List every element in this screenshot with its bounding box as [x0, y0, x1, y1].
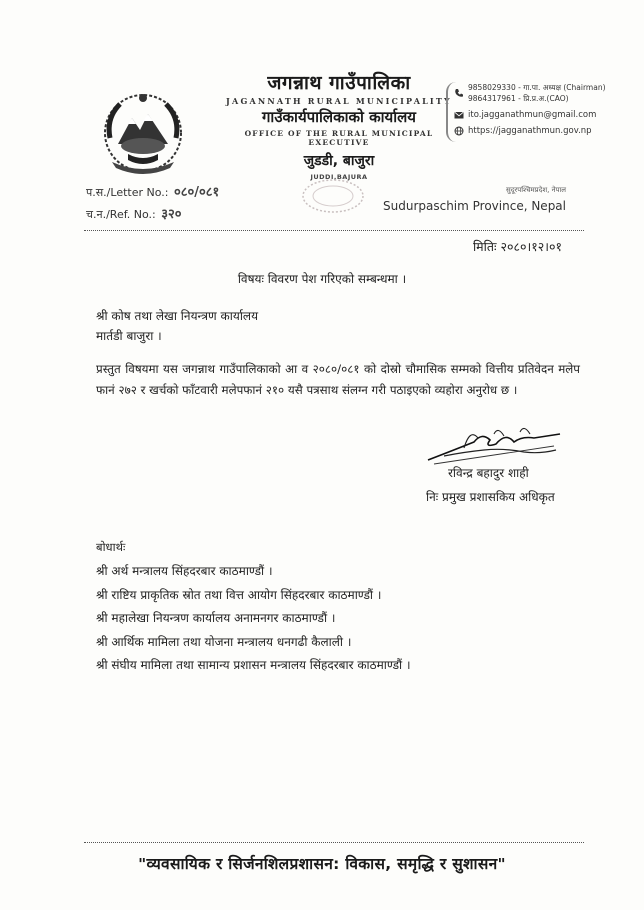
- letter-number: [86, 182, 219, 200]
- cc-list: [96, 560, 411, 678]
- province-english: Sudurpaschim Province, Nepal: [383, 199, 566, 213]
- cc-item: श्री महालेखा नियन्त्रण कार्यालय अनामनगर काठमाण्डौं ।: [96, 611, 336, 625]
- municipality-name-nepali: जगन्नाथ गाउँपालिका: [267, 72, 411, 94]
- header-divider: [84, 230, 584, 231]
- letter-subject: विषयः विवरण पेश गरिएको सम्बन्धमा ।: [237, 272, 407, 286]
- addressee: [96, 306, 258, 346]
- phone-icon: [454, 88, 464, 98]
- website-text: https://jagganathmun.gov.np: [468, 126, 592, 136]
- province-nepali: सुदूरपश्चिमप्रदेश, नेपाल: [505, 186, 566, 194]
- cc-label: बोधार्थः: [96, 540, 126, 554]
- place-english: JUDDI,BAJURA: [310, 173, 368, 181]
- reference-number-value: ३२०: [161, 207, 182, 222]
- letter-number-value: ०८०/०८१: [173, 185, 220, 200]
- signature: [424, 422, 564, 468]
- letter-number-label: प.स./Letter No.:: [86, 186, 169, 199]
- letter-date: मितिः २०८०।१२।०१: [472, 239, 562, 254]
- footer-motto: "व्यवसायिक र सिर्जनशिलप्रशासन: विकास, समृद्धि र सुशासन": [138, 855, 506, 873]
- email-text: ito.jagganathmun@gmail.com: [468, 110, 597, 120]
- contact-phones: [454, 82, 604, 104]
- letter-body: प्रस्तुत विषयमा यस जगन्नाथ गाउँपालिकाको आ व २०८०/०८१ को दोस्रो चौमासिक सम्मको वित्तीय प्रतिवेदन मलेप फानं २७२ र खर्चको फाँटवारी मलेपफानं २१० यसै पत्रसाथ संलग्न गरी पठाइएको व्यहोरा अनुरोध छ ।: [96, 362, 580, 397]
- place-nepali: जुडडी, बाजुरा: [303, 153, 375, 169]
- contact-email: [454, 110, 604, 120]
- phone-chairman: 9858029330 - गा.पा. अध्यक्ष (Chairman): [468, 83, 606, 92]
- addressee-line-2: मार्तडी बाजुरा ।: [96, 329, 162, 343]
- signatory-title: निः प्रमुख प्रशासकिय अधिकृत: [426, 490, 555, 504]
- phone-cao: 9864317961 - प्रि.प्र.अ.(CAO): [468, 94, 569, 103]
- reference-number-label: च.न./Ref. No.:: [86, 208, 156, 221]
- reference-number: [86, 204, 182, 222]
- signatory-name: रविन्द्र बहादुर शाही: [448, 466, 529, 480]
- contact-box: [446, 82, 604, 142]
- cc-item: श्री आर्थिक मामिला तथा योजना मन्त्रालय धनगढी कैलाली ।: [96, 634, 352, 649]
- municipality-name-english: JAGANNATH RURAL MUNICIPALITY: [226, 96, 452, 106]
- office-name-nepali: गाउँकार्यपालिकाको कार्यालय: [261, 108, 416, 126]
- province-block: [383, 186, 566, 213]
- cc-item: श्री राष्टिय प्राकृतिक स्रोत तथा वित्त आयोग सिंहदरबार काठमाण्डौं ।: [96, 587, 382, 602]
- contact-website: [454, 126, 604, 136]
- office-stamp: [298, 176, 368, 216]
- nepal-emblem-icon: [98, 88, 188, 174]
- email-icon: [454, 110, 464, 120]
- footer-divider: [84, 842, 584, 843]
- cc-item: श्री अर्थ मन्त्रालय सिंहदरबार काठमाण्डौं ।: [96, 564, 273, 578]
- addressee-line-1: श्री कोष तथा लेखा नियन्त्रण कार्यालय: [96, 309, 259, 323]
- cc-item: श्री संघीय मामिला तथा सामान्य प्रशासन मन्त्रालय सिंहदरबार काठमाण्डौं ।: [96, 658, 411, 672]
- globe-icon: [454, 126, 464, 136]
- letterhead: [214, 72, 464, 181]
- office-name-english: OFFICE OF THE RURAL MUNICIPAL EXECUTIVE: [244, 129, 434, 147]
